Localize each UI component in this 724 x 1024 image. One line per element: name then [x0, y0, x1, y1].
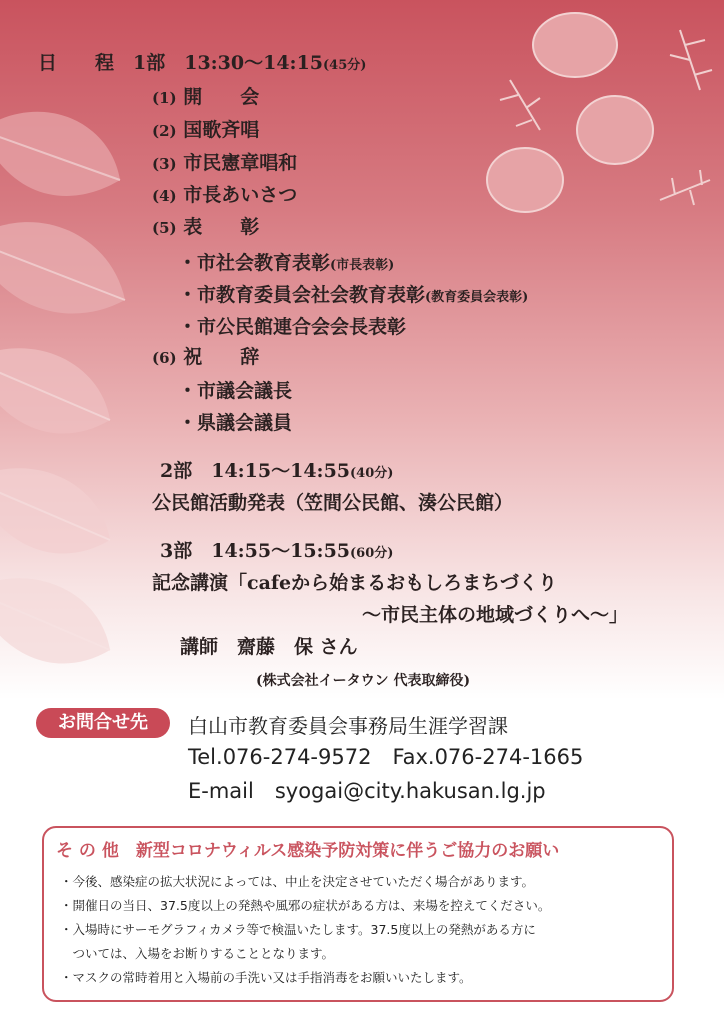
pinecone-decoration: [480, 0, 720, 230]
notice-item: ・開催日の当日、37.5度以上の発熱や風邪の症状がある方は、来場を控えてください。: [60, 898, 551, 913]
program-item-6: (6) 祝 辞: [152, 346, 260, 368]
lecture-title-line2: 〜市民主体の地域づくりへ〜」: [362, 604, 629, 626]
contact-badge: お問合せ先: [36, 708, 170, 738]
notice-item: ・入場時にサーモグラフィカメラ等で検温いたします。37.5度以上の発熱がある方に: [60, 922, 536, 937]
program-item-5: (5) 表 彰: [152, 216, 260, 238]
notice-item: ・今後、感染症の拡大状況によっては、中止を決定させていただく場合があります。: [60, 874, 535, 889]
award-2: ・市教育委員会社会教育表彰(教育委員会表彰): [178, 284, 529, 306]
contact-organization: 白山市教育委員会事務局生涯学習課: [188, 714, 508, 738]
program-item-4: (4) 市長あいさつ: [152, 184, 298, 206]
notice-item: ついては、入場をお断りすることとなります。: [60, 946, 335, 961]
program-item-3: (3) 市民憲章唱和: [152, 152, 298, 174]
speech-1: ・市議会議長: [178, 380, 293, 402]
contact-tel-fax: Tel.076-274-9572 Fax.076-274-1665: [188, 745, 584, 769]
notice-title: そ の 他 新型コロナウィルス感染予防対策に伴うご協力のお願い: [56, 841, 560, 861]
award-1: ・市社会教育表彰(市長表彰): [178, 252, 395, 274]
award-3: ・市公民館連合会会長表彰: [178, 316, 407, 338]
lecturer-name: 講師 齋藤 保 さん: [180, 636, 358, 658]
part1-heading: 日 程 1部 13:30〜14:15(45分): [38, 52, 367, 74]
program-item-1: (1) 開 会: [152, 86, 260, 108]
contact-email: E-mail syogai@city.hakusan.lg.jp: [188, 779, 546, 803]
part2-heading: 2部 14:15〜14:55(40分): [160, 460, 394, 482]
leaf-decoration: [0, 90, 130, 690]
program-item-2: (2) 国歌斉唱: [152, 119, 260, 141]
covid-notice-box: [42, 826, 674, 1002]
lecturer-affiliation: (株式会社イータウン 代表取締役): [256, 673, 471, 689]
part2-description: 公民館活動発表（笠間公民館、湊公民館）: [152, 492, 514, 514]
part3-heading: 3部 14:55〜15:55(60分): [160, 540, 394, 562]
speech-2: ・県議会議員: [178, 412, 293, 434]
notice-item: ・マスクの常時着用と入場前の手洗い又は手指消毒をお願いいたします。: [60, 970, 472, 985]
lecture-title-line1: 記念講演「cafeから始まるおもしろまちづくり: [152, 572, 557, 594]
